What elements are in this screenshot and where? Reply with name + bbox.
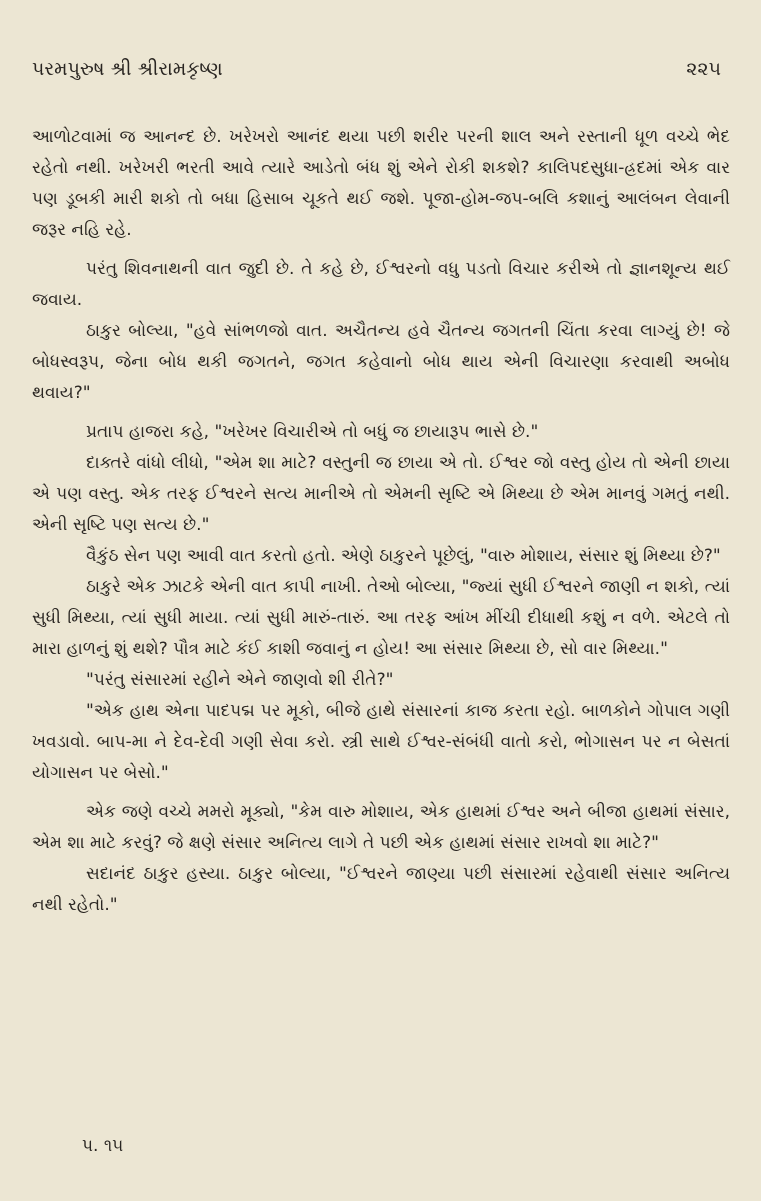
paragraph: આળોટવામાં જ આનન્દ છે. ખરેખરો આનંદ થયા પછી શરીર પરની શાલ અને રસ્તાની ધૂળ વચ્ચે ભેદ રહેતો નથી. ખરેખરી ભરતી આવે ત્યારે આડેતો બંધ શું એને રોકી શકશે? કાલિપદસુધા-હ્રદમાં એક વાર પણ ડૂબકી મારી શકો તો બધા હિસાબ ચૂકતે થઈ જશે. પૂજા-હોમ-જપ-બલિ કશાનું આલંબન લેવાની જરૂર નહિ રહે. <box>32 127 730 240</box>
running-title: પરમપુરુષ શ્રી શ્રીરામકૃષ્ણ <box>32 58 223 80</box>
paragraph: દાક્તરે વાંધો લીધો, "એમ શા માટે? વસ્તુની જ છાયા એ તો. ઈશ્વર જો વસ્તુ હોય તો એની છાયા એ પણ વસ્તુ. એક તરફ ઈશ્વરને સત્ય માનીએ તો એમની સૃષ્ટિ એ મિથ્યા છે એમ માનવું ગમતું નથી. એની સૃષ્ટિ પણ સત્ય છે." <box>32 453 730 535</box>
paragraph: ઠાકુરે એક ઝાટકે એની વાત કાપી નાખી. તેઓ બોલ્યા, "જ્યાં સુધી ઈશ્વરને જાણી ન શકો, ત્યાં સુધી મિથ્યા, ત્યાં સુધી માયા. ત્યાં સુધી મારું-તારું. આ તરફ આંખ મીંચી દીધાથી કશું ન વળે. એટલે તો મારા હાળનું શું થશે? પૌત્ર માટે કંઈ કાશી જવાનું ન હોય! આ સંસાર મિથ્યા છે, સો વાર મિથ્યા." <box>32 577 730 659</box>
paragraph: "એક હાથ એના પાદપદ્મ પર મૂકો, બીજે હાથે સંસારનાં કાજ કરતા રહો. બાળકોને ગોપાલ ગણી ખવડાવો. બાપ-મા ને દેવ-દેવી ગણી સેવા કરો. સ્ત્રી સાથે ઈશ્વર-સંબંધી વાતો કરો, ભોગાસન પર ન બેસતાં યોગાસન પર બેસો." <box>32 701 730 783</box>
paragraph: પ્રતાપ હાજરા કહે, "ખરેખર વિચારીએ તો બધું જ છાયારૂપ ભાસે છે." <box>86 422 539 442</box>
paragraph: પરંતુ શિવનાથની વાત જુદી છે. તે કહે છે, ઈશ્વરનો વધુ પડતો વિચાર કરીએ તો જ્ઞાનશૂન્ય થઈ જવાય. <box>32 259 730 310</box>
body-text <box>32 122 730 921</box>
running-header <box>32 58 721 88</box>
signature-mark: પ. ૧૫ <box>82 1136 124 1156</box>
paragraph: સદાનંદ ઠાકુર હસ્યા. ઠાકુર બોલ્યા, "ઈશ્વરને જાણ્યા પછી સંસારમાં રહેવાથી સંસાર અનિત્ય નથી રહેતો." <box>32 864 730 915</box>
paragraph: ઠાકુર બોલ્યા, "હવે સાંભળજો વાત. અચૈતન્ય હવે ચૈતન્ય જગતની ચિંતા કરવા લાગ્યું છે! જે બોધસ્વરૂપ, જેના બોધ થકી જગતને, જગત કહેવાનો બોધ થાય એની વિચારણા કરવાથી અબોધ થવાય?" <box>32 321 730 403</box>
page-number: ૨૨૫ <box>686 58 721 80</box>
paragraph: "પરંતુ સંસારમાં રહીને એને જાણવો શી રીતે?" <box>86 670 394 690</box>
paragraph: વૈકુંઠ સેન પણ આવી વાત કરતો હતો. એણે ઠાકુરને પૂછેલું, "વારુ મોશાય, સંસાર શું મિથ્યા છે?" <box>86 546 721 566</box>
paragraph: એક જણે વચ્ચે મમરો મૂક્યો, "કેમ વારુ મોશાય, એક હાથમાં ઈશ્વર અને બીજા હાથમાં સંસાર, એમ શા માટે કરવું? જે ક્ષણે સંસાર અનિત્ય લાગે તે પછી એક હાથમાં સંસાર રાખવો શા માટે?" <box>32 802 730 853</box>
